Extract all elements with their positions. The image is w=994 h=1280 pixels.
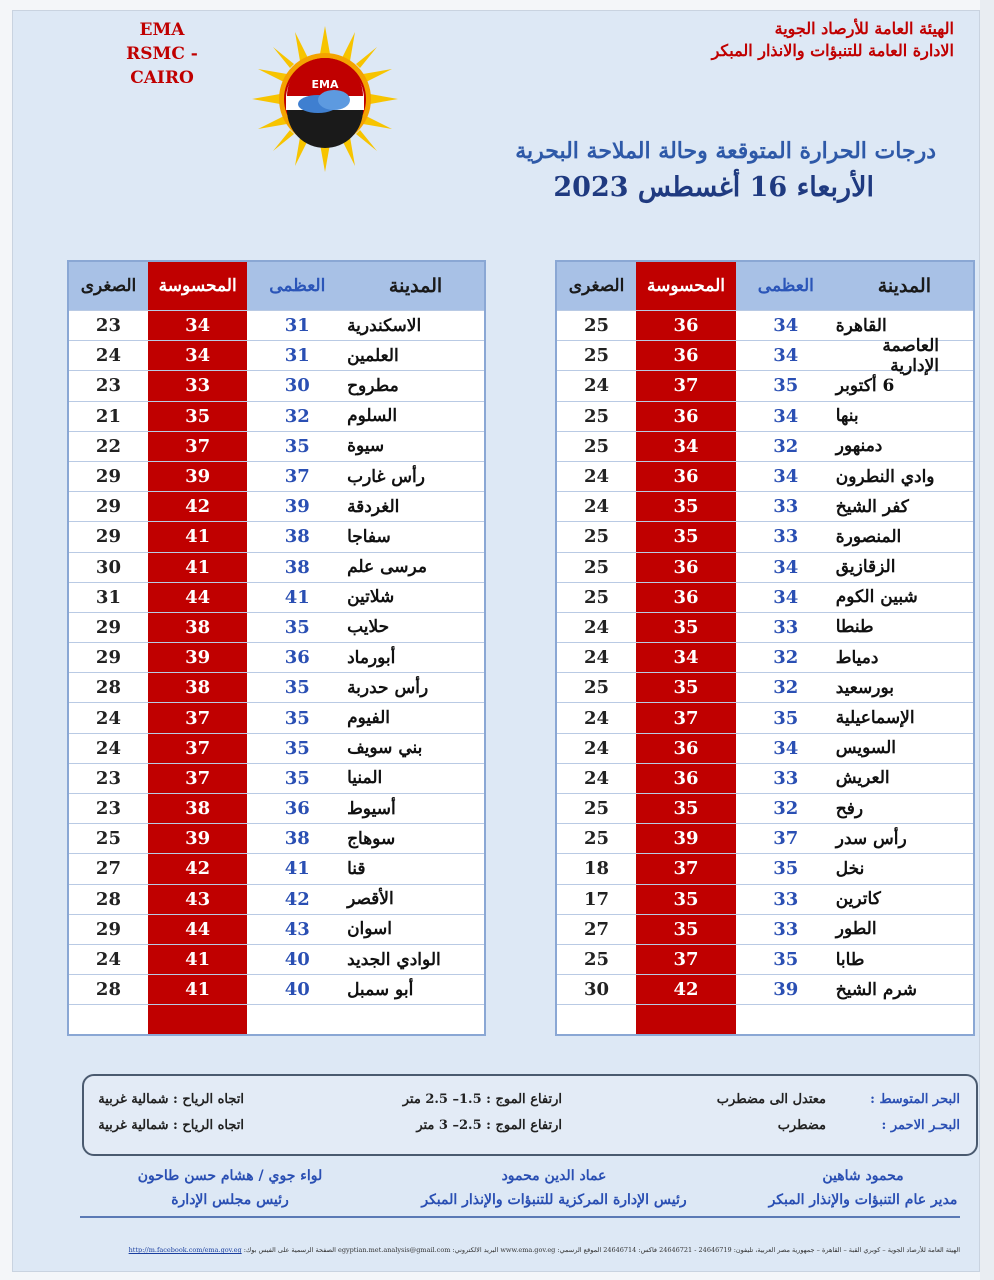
col-city: المدينة [388, 275, 443, 297]
table-row [557, 672, 973, 702]
signatory-name: محمود شاهين [822, 1168, 904, 1184]
feels-like-cell: 35 [636, 673, 736, 702]
signature-forecast-director [758, 1164, 968, 1212]
col-max: العظمى [269, 276, 326, 296]
table-row [557, 914, 973, 944]
signatory-name: لواء جوي / هشام حسن طاحون [137, 1168, 323, 1184]
sea-name: البحر المتوسط : [870, 1092, 960, 1107]
table-row [557, 884, 973, 914]
table-row [557, 401, 973, 431]
table-row [69, 401, 484, 431]
max-temp-cell: 35 [284, 707, 310, 729]
max-temp-cell: 32 [773, 677, 799, 699]
feels-like-cell: 35 [636, 885, 736, 914]
table-row [69, 521, 484, 551]
feels-like-cell: 34 [636, 643, 736, 672]
table-row [69, 914, 484, 944]
table-row [557, 491, 973, 521]
city-cell: العاصمة الإدارية [882, 335, 939, 376]
feels-like-cell: 38 [148, 673, 248, 702]
feels-like-cell: 38 [148, 613, 248, 642]
max-temp-cell: 32 [773, 647, 799, 669]
min-temp-cell: 24 [584, 496, 610, 518]
min-temp-cell: 30 [95, 556, 121, 578]
filler-cell [69, 1005, 148, 1034]
feels-like-cell: 41 [148, 975, 248, 1004]
max-temp-cell: 39 [773, 979, 799, 1001]
feels-like-cell: 36 [636, 734, 736, 763]
feels-like-cell: 39 [148, 462, 248, 491]
max-temp-cell: 34 [773, 466, 799, 488]
min-temp-cell: 24 [584, 375, 610, 397]
city-cell: العلمين [347, 345, 399, 366]
org-name-arabic [712, 18, 954, 62]
max-temp-cell: 38 [284, 828, 310, 850]
min-temp-cell: 25 [584, 586, 610, 608]
page-edge [980, 0, 994, 1280]
footer-contact [100, 1246, 960, 1254]
temperature-table-left [67, 260, 486, 1036]
table-row [69, 733, 484, 763]
feels-like-cell: 33 [148, 371, 248, 400]
city-cell: حلايب [347, 617, 390, 638]
city-cell: سيوة [347, 436, 385, 457]
max-temp-cell: 32 [773, 435, 799, 457]
min-temp-cell: 25 [584, 405, 610, 427]
table-row [69, 944, 484, 974]
min-temp-cell: 17 [584, 888, 610, 910]
city-cell: شبين الكوم [835, 587, 918, 608]
table-row [557, 552, 973, 582]
min-temp-cell: 22 [95, 435, 121, 457]
max-temp-cell: 35 [284, 767, 310, 789]
feels-like-cell: 34 [636, 432, 736, 461]
filler-cell [347, 1005, 484, 1034]
city-cell: دمنهور [835, 436, 883, 457]
table-row [69, 491, 484, 521]
wave-height: ارتفاع الموج : 2.5– 3 متر [416, 1118, 562, 1133]
table-header [69, 262, 484, 310]
wave-height: ارتفاع الموج : 1.5– 2.5 متر [402, 1092, 562, 1107]
city-cell: بني سويف [347, 738, 423, 759]
min-temp-cell: 29 [95, 496, 121, 518]
max-temp-cell: 33 [773, 918, 799, 940]
city-cell: الغردقة [347, 496, 400, 517]
city-cell: نخل [835, 858, 865, 879]
signature-central-head [404, 1164, 704, 1212]
table-row [69, 672, 484, 702]
max-temp-cell: 40 [284, 949, 310, 971]
min-temp-cell: 29 [95, 647, 121, 669]
feels-like-cell: 36 [636, 402, 736, 431]
filler-cell [247, 1005, 347, 1034]
min-temp-cell: 27 [95, 858, 121, 880]
max-temp-cell: 37 [773, 828, 799, 850]
table-filler-row [557, 1004, 973, 1034]
table-row [69, 793, 484, 823]
ema-logo-icon [250, 24, 400, 174]
max-temp-cell: 42 [284, 888, 310, 910]
max-temp-cell: 33 [773, 616, 799, 638]
min-temp-cell: 23 [95, 315, 121, 337]
min-temp-cell: 21 [95, 405, 121, 427]
min-temp-cell: 24 [584, 466, 610, 488]
feels-like-cell: 36 [636, 341, 736, 370]
max-temp-cell: 35 [773, 949, 799, 971]
max-temp-cell: 31 [284, 315, 310, 337]
feels-like-cell: 37 [636, 854, 736, 883]
min-temp-cell: 24 [584, 767, 610, 789]
city-cell: رفح [835, 798, 864, 819]
max-temp-cell: 33 [773, 526, 799, 548]
feels-like-cell: 35 [636, 522, 736, 551]
feels-like-cell: 42 [148, 492, 248, 521]
feels-like-cell: 41 [148, 553, 248, 582]
max-temp-cell: 35 [284, 737, 310, 759]
min-temp-cell: 25 [584, 828, 610, 850]
city-cell: العريش [835, 768, 890, 789]
col-feel: المحسوسة [148, 262, 248, 310]
max-temp-cell: 43 [284, 918, 310, 940]
feels-like-cell: 42 [636, 975, 736, 1004]
feels-like-cell: 34 [148, 341, 248, 370]
min-temp-cell: 25 [584, 949, 610, 971]
table-row [69, 431, 484, 461]
filler-cell [636, 1005, 736, 1034]
signatory-title: رئيس مجلس الإدارة [171, 1192, 289, 1208]
max-temp-cell: 36 [284, 647, 310, 669]
table-header [557, 262, 973, 310]
org-name-english [92, 18, 232, 90]
min-temp-cell: 31 [95, 586, 121, 608]
table-row [69, 612, 484, 642]
table-row [557, 461, 973, 491]
min-temp-cell: 29 [95, 918, 121, 940]
max-temp-cell: 39 [284, 496, 310, 518]
signature-chairman [120, 1164, 340, 1212]
table-row [557, 763, 973, 793]
min-temp-cell: 28 [95, 677, 121, 699]
signatory-title: رئيس الإدارة المركزية للتنبؤات والإنذار المبكر [421, 1192, 687, 1208]
table-row [69, 340, 484, 370]
feels-like-cell: 36 [636, 553, 736, 582]
table-row [69, 853, 484, 883]
table-row [69, 552, 484, 582]
max-temp-cell: 40 [284, 979, 310, 1001]
org-name-line-2: الادارة العامة للتنبؤات والانذار المبكر [711, 41, 954, 60]
org-name-line-1: الهيئة العامة للأرصاد الجوية [774, 19, 954, 38]
feels-like-cell: 37 [148, 734, 248, 763]
feels-like-cell: 35 [636, 915, 736, 944]
min-temp-cell: 25 [95, 828, 121, 850]
feels-like-cell: 39 [636, 824, 736, 853]
feels-like-cell: 36 [636, 583, 736, 612]
feels-like-cell: 39 [148, 643, 248, 672]
table-row [557, 335, 973, 376]
city-cell: رأس حدربة [347, 677, 429, 698]
table-row [69, 642, 484, 672]
table-row [557, 944, 973, 974]
marine-conditions-box [82, 1074, 978, 1156]
feels-like-cell: 39 [148, 824, 248, 853]
col-min: الصغرى [568, 276, 625, 296]
table-row [557, 521, 973, 551]
filler-cell [557, 1005, 636, 1034]
table-row [557, 974, 973, 1004]
sea-row-red-sea [84, 1118, 976, 1142]
feels-like-cell: 42 [148, 854, 248, 883]
min-temp-cell: 24 [95, 737, 121, 759]
city-cell: بنها [835, 406, 859, 427]
city-cell: سوهاج [347, 828, 396, 849]
table-row [557, 733, 973, 763]
city-cell: الزقازيق [835, 557, 896, 578]
min-temp-cell: 28 [95, 888, 121, 910]
min-temp-cell: 24 [95, 949, 121, 971]
min-temp-cell: 29 [95, 526, 121, 548]
city-cell: شرم الشيخ [835, 979, 917, 1000]
city-cell: رأس غارب [347, 466, 425, 487]
table-row [69, 582, 484, 612]
footer-divider [80, 1216, 960, 1218]
table-row [557, 642, 973, 672]
filler-cell [836, 1005, 973, 1034]
feels-like-cell: 43 [148, 885, 248, 914]
table-row [557, 431, 973, 461]
city-cell: شلاتين [347, 587, 395, 608]
max-temp-cell: 30 [284, 375, 310, 397]
min-temp-cell: 29 [95, 616, 121, 638]
signatory-title: مدير عام التنبؤات والإنذار المبكر [768, 1192, 958, 1208]
min-temp-cell: 23 [95, 375, 121, 397]
signatory-name: عماد الدين محمود [501, 1168, 607, 1184]
max-temp-cell: 33 [773, 767, 799, 789]
footer-text: الهيئة العامة للأرصاد الجوية – كوبري القبة – القاهرة – جمهورية مصر العربية، تليفون: 24646719 - 24646721 فاكس: 24646714 الموقع الرسمي: www.ema.gov.eg البريد الالكتروني: egyptian.met.analysis@gmail.com الصفحة الرسمية على الفيس بوك: [243, 1246, 960, 1254]
max-temp-cell: 33 [773, 888, 799, 910]
min-temp-cell: 25 [584, 315, 610, 337]
max-temp-cell: 37 [284, 466, 310, 488]
table-row [69, 763, 484, 793]
feels-like-cell: 37 [148, 432, 248, 461]
min-temp-cell: 23 [95, 798, 121, 820]
city-cell: المنيا [347, 768, 383, 789]
min-temp-cell: 24 [95, 345, 121, 367]
min-temp-cell: 24 [95, 707, 121, 729]
city-cell: كاترين [835, 889, 881, 910]
max-temp-cell: 35 [773, 707, 799, 729]
city-cell: السلوم [347, 406, 398, 427]
city-cell: أسيوط [347, 798, 396, 819]
max-temp-cell: 36 [284, 798, 310, 820]
city-cell: السويس [835, 738, 896, 759]
wind-direction: اتجاه الرياح : شمالية غربية [98, 1092, 244, 1107]
min-temp-cell: 27 [584, 918, 610, 940]
city-cell: 6 أكتوبر [835, 375, 895, 396]
min-temp-cell: 25 [584, 526, 610, 548]
city-cell: طنطا [835, 617, 874, 638]
temperature-table-right [555, 260, 975, 1036]
feels-like-cell: 35 [636, 492, 736, 521]
sea-state: معتدل الى مضطرب [716, 1092, 826, 1107]
bulletin-date: الأربعاء 16 أغسطس 2023 [553, 172, 874, 203]
max-temp-cell: 34 [773, 405, 799, 427]
city-cell: الفيوم [347, 708, 391, 729]
city-cell: الوادي الجديد [347, 949, 441, 970]
max-temp-cell: 41 [284, 586, 310, 608]
table-row [69, 823, 484, 853]
bulletin-title: درجات الحرارة المتوقعة وحالة الملاحة البحرية [515, 138, 936, 164]
city-cell: دمياط [835, 647, 879, 668]
max-temp-cell: 41 [284, 858, 310, 880]
city-cell: القاهرة [835, 315, 887, 336]
filler-cell [736, 1005, 836, 1034]
col-max: العظمى [757, 276, 814, 296]
city-cell: مطروح [347, 375, 399, 396]
feels-like-cell: 44 [148, 583, 248, 612]
feels-like-cell: 37 [636, 945, 736, 974]
org-center: RSMC - CAIRO [126, 44, 198, 88]
min-temp-cell: 24 [584, 647, 610, 669]
max-temp-cell: 34 [773, 345, 799, 367]
city-cell: بورسعيد [835, 677, 894, 698]
min-temp-cell: 30 [584, 979, 610, 1001]
city-cell: كفر الشيخ [835, 496, 909, 517]
min-temp-cell: 25 [584, 345, 610, 367]
max-temp-cell: 35 [284, 616, 310, 638]
feels-like-cell: 38 [148, 794, 248, 823]
city-cell: المنصورة [835, 526, 902, 547]
city-cell: قنا [347, 858, 366, 879]
wind-direction: اتجاه الرياح : شمالية غربية [98, 1118, 244, 1133]
table-filler-row [69, 1004, 484, 1034]
min-temp-cell: 18 [584, 858, 610, 880]
min-temp-cell: 24 [584, 707, 610, 729]
table-row [69, 310, 484, 340]
max-temp-cell: 38 [284, 556, 310, 578]
filler-cell [148, 1005, 248, 1034]
table-row [557, 370, 973, 400]
min-temp-cell: 24 [584, 616, 610, 638]
table-row [557, 823, 973, 853]
city-cell: مرسى علم [347, 557, 427, 578]
min-temp-cell: 24 [584, 737, 610, 759]
table-row [557, 702, 973, 732]
max-temp-cell: 35 [284, 677, 310, 699]
city-cell: وادي النطرون [835, 466, 935, 487]
max-temp-cell: 34 [773, 586, 799, 608]
col-city: المدينة [877, 275, 931, 297]
max-temp-cell: 34 [773, 556, 799, 578]
sea-row-mediterranean [84, 1092, 976, 1116]
city-cell: طابا [835, 949, 865, 970]
max-temp-cell: 38 [284, 526, 310, 548]
max-temp-cell: 35 [773, 858, 799, 880]
min-temp-cell: 29 [95, 466, 121, 488]
feels-like-cell: 37 [636, 371, 736, 400]
feels-like-cell: 37 [148, 703, 248, 732]
sea-state: مضطرب [777, 1118, 826, 1133]
city-cell: أبو سمبل [347, 979, 414, 1000]
city-cell: رأس سدر [835, 828, 907, 849]
col-min: الصغرى [80, 276, 137, 296]
feels-like-cell: 41 [148, 945, 248, 974]
col-feel: المحسوسة [636, 262, 736, 310]
logo-text: EMA [311, 78, 339, 91]
city-cell: الأقصر [347, 889, 394, 910]
city-cell: الطور [835, 919, 877, 940]
table-row [69, 702, 484, 732]
city-cell: سفاجا [347, 526, 391, 547]
table-row [557, 582, 973, 612]
max-temp-cell: 35 [773, 375, 799, 397]
feels-like-cell: 36 [636, 764, 736, 793]
feels-like-cell: 36 [636, 311, 736, 340]
org-abbrev: EMA [139, 20, 185, 40]
facebook-link[interactable]: http://m.facebook.com/ema.gov.eg [128, 1246, 242, 1254]
sea-name: البحـر الاحمر : [881, 1118, 960, 1133]
feels-like-cell: 36 [636, 462, 736, 491]
min-temp-cell: 25 [584, 435, 610, 457]
min-temp-cell: 23 [95, 767, 121, 789]
table-row [557, 793, 973, 823]
table-row [69, 884, 484, 914]
table-row [69, 370, 484, 400]
table-row [69, 461, 484, 491]
feels-like-cell: 37 [636, 703, 736, 732]
min-temp-cell: 25 [584, 677, 610, 699]
feels-like-cell: 41 [148, 522, 248, 551]
feels-like-cell: 37 [148, 764, 248, 793]
min-temp-cell: 25 [584, 798, 610, 820]
table-row [557, 853, 973, 883]
max-temp-cell: 34 [773, 737, 799, 759]
feels-like-cell: 44 [148, 915, 248, 944]
city-cell: اسوان [347, 919, 393, 940]
max-temp-cell: 31 [284, 345, 310, 367]
max-temp-cell: 35 [284, 435, 310, 457]
max-temp-cell: 32 [284, 405, 310, 427]
max-temp-cell: 32 [773, 798, 799, 820]
max-temp-cell: 33 [773, 496, 799, 518]
city-cell: أبورماد [347, 647, 396, 668]
feels-like-cell: 35 [636, 613, 736, 642]
table-row [69, 974, 484, 1004]
feels-like-cell: 35 [148, 402, 248, 431]
table-row [557, 612, 973, 642]
max-temp-cell: 34 [773, 315, 799, 337]
city-cell: الاسكندرية [347, 315, 422, 336]
feels-like-cell: 35 [636, 794, 736, 823]
city-cell: الإسماعيلية [835, 708, 915, 729]
feels-like-cell: 34 [148, 311, 248, 340]
min-temp-cell: 28 [95, 979, 121, 1001]
min-temp-cell: 25 [584, 556, 610, 578]
